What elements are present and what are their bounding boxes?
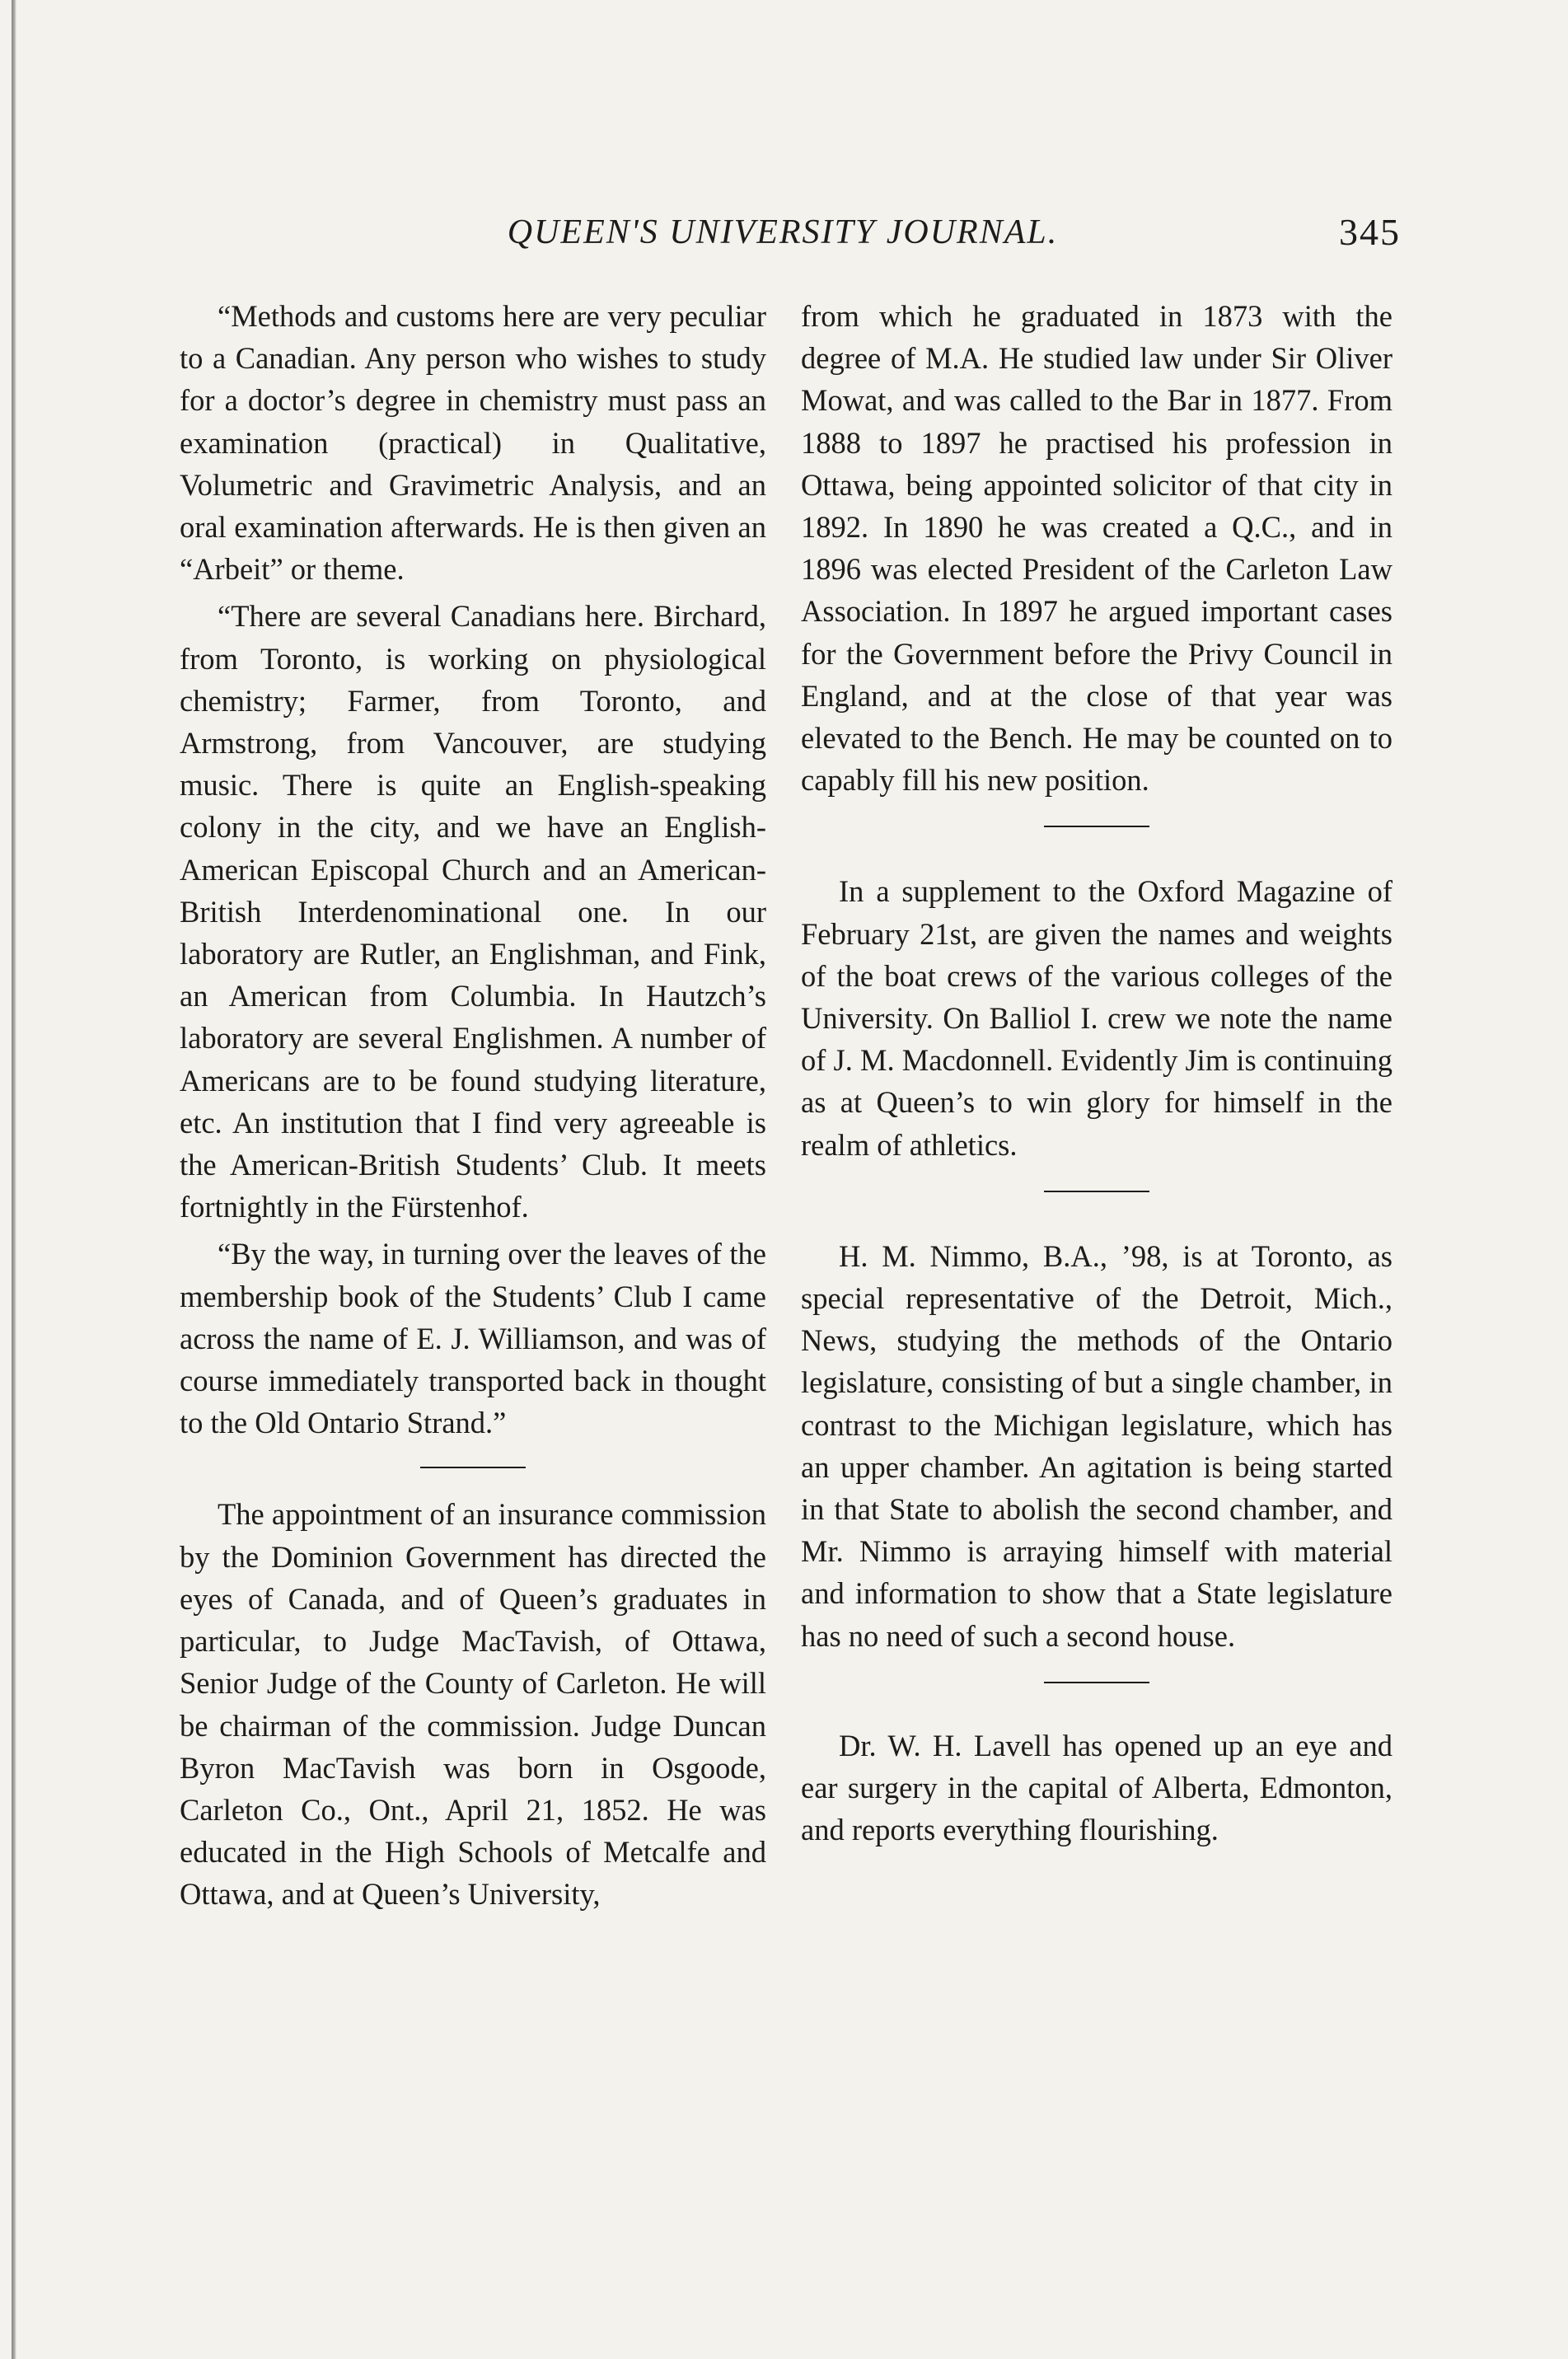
section-divider	[1044, 1191, 1149, 1192]
page-number: 345	[1339, 211, 1401, 253]
article-paragraph: In a supplement to the Oxford Magazine of February 21st, are given the names and weights of the boat crews of the various colleges of the University. On Balliol I. crew we note the name of J. M. Macdonnell. Evidently Jim is continuing as at Queen’s to win glory for himself in the realm of athletics.	[801, 874, 1392, 1162]
article-paragraph: Dr. W. H. Lavell has opened up an eye and ear surgery in the capital of Alberta, Edmonton, and reports everything flourishing.	[801, 1728, 1392, 1847]
section-divider	[1044, 826, 1149, 827]
article-paragraph: “Methods and customs here are very peculiar to a Canadian. Any person who wishes to study for a doctor’s degree in chemistry must pass an examination (practical) in Qualitative, Volumetric and Gravimetric Analysis, and an oral examination afterwards. He is then given an “Arbeit” or theme.	[180, 299, 766, 587]
section-divider	[1044, 1682, 1149, 1683]
running-title: QUEEN'S UNIVERSITY JOURNAL.	[507, 213, 1059, 251]
page-edge-shadow	[12, 0, 16, 2359]
page-header	[445, 208, 1401, 265]
article-paragraph: The appointment of an insurance commission by the Dominion Government has directed the eyes of Canada, and of Queen’s graduates in particular, to Judge MacTavish, of Ottawa, Senior Judge of the County of Carleton. He will be chairman of the commission. Judge Duncan Byron MacTavish was born in Osgoode, Carleton Co., Ont., April 21, 1852. He was educated in the High Schools of Metcalfe and Ottawa, and at Queen’s University,	[180, 1497, 766, 1912]
article-paragraph: from which he graduated in 1873 with the degree of M.A. He studied law under Sir Oliver Mowat, and was called to the Bar in 1877. From 1888 to 1897 he practised his profession in Ottawa, being appointed solicitor of that city in 1892. In 1890 he was created a Q.C., and in 1896 was elected President of the Carleton Law Association. In 1897 he argued important cases for the Government before the Privy Council in England, and at the close of that year was elevated to the Bench. He may be counted on to capably fill his new position.	[801, 299, 1392, 798]
right-column	[801, 295, 1392, 1851]
article-paragraph: “By the way, in turning over the leaves of the membership book of the Students’ Club I came across the name of E. J. Williamson, and was of course immediately transported back in thought to the Old Ontario Strand.”	[180, 1237, 766, 1440]
article-paragraph: “There are several Canadians here. Birchard, from Toronto, is working on physiological chemistry; Farmer, from Toronto, and Armstrong, from Vancouver, are studying music. There is quite an English-speaking colony in the city, and we have an English-American Episcopal Church and an American-British Interdenominational one. In our laboratory are Rutler, an Englishman, and Fink, an American from Columbia. In Hautzch’s laboratory are several Englishmen. A number of Americans are to be found studying literature, etc. An institution that I find very agreeable is the American-British Students’ Club. It meets fortnightly in the Fürstenhof.	[180, 599, 766, 1224]
article-paragraph: H. M. Nimmo, B.A., ’98, is at Toronto, as special representative of the Detroit, Mich., News, studying the methods of the Ontario legislature, consisting of but a single chamber, in contrast to the Michigan legislature, which has an upper chamber. An agitation is being started in that State to abolish the second chamber, and Mr. Nimmo is arraying himself with material and information to show that a State legislature has no need of such a second house.	[801, 1238, 1392, 1653]
left-column	[180, 295, 766, 1916]
section-divider	[420, 1467, 526, 1468]
